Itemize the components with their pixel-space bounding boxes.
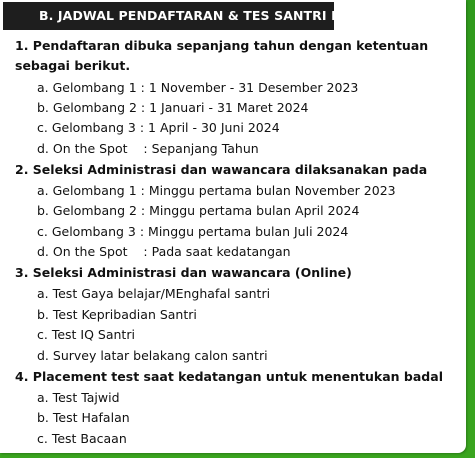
section3-item-b: b. Test Kepribadian Santri: [37, 307, 197, 322]
section2-item-b: b. Gelombang 2 : Minggu pertama bulan April 2024: [37, 203, 360, 218]
section1-item-a: a. Gelombang 1 : 1 November - 31 Desember 2023: [37, 80, 359, 95]
section4-item-b: b. Test Hafalan: [37, 410, 130, 425]
section1-title-continued: sebagai berikut.: [15, 58, 131, 73]
section3-item-c: c. Test IQ Santri: [37, 327, 135, 342]
section2-item-c: c. Gelombang 3 : Minggu pertama bulan Juli 2024: [37, 224, 349, 239]
section2-item-d: d. On the Spot : Pada saat kedatangan: [37, 244, 291, 259]
section4-item-c: c. Test Bacaan: [37, 431, 127, 446]
section1-title: 1. Pendaftaran dibuka sepanjang tahun dengan ketentuan: [15, 38, 429, 53]
section2-title: 2. Seleksi Administrasi dan wawancara dilaksanakan pada: [15, 162, 428, 177]
section-header: B. JADWAL PENDAFTARAN & TES SANTRI BARU: [3, 2, 334, 30]
section3-title: 3. Seleksi Administrasi dan wawancara (Online): [15, 265, 352, 280]
section4-item-a: a. Test Tajwid: [37, 390, 120, 405]
section2-item-a: a. Gelombang 1 : Minggu pertama bulan November 2023: [37, 183, 396, 198]
section3-item-a: a. Test Gaya belajar/MEnghafal santri: [37, 286, 271, 301]
section1-item-c: c. Gelombang 3 : 1 April - 30 Juni 2024: [37, 120, 280, 135]
section3-item-d: d. Survey latar belakang calon santri: [37, 348, 268, 363]
section4-title: 4. Placement test saat kedatangan untuk menentukan badal: [15, 369, 443, 384]
section1-item-d: d. On the Spot : Sepanjang Tahun: [37, 141, 259, 156]
section1-item-b: b. Gelombang 2 : 1 Januari - 31 Maret 2024: [37, 100, 309, 115]
